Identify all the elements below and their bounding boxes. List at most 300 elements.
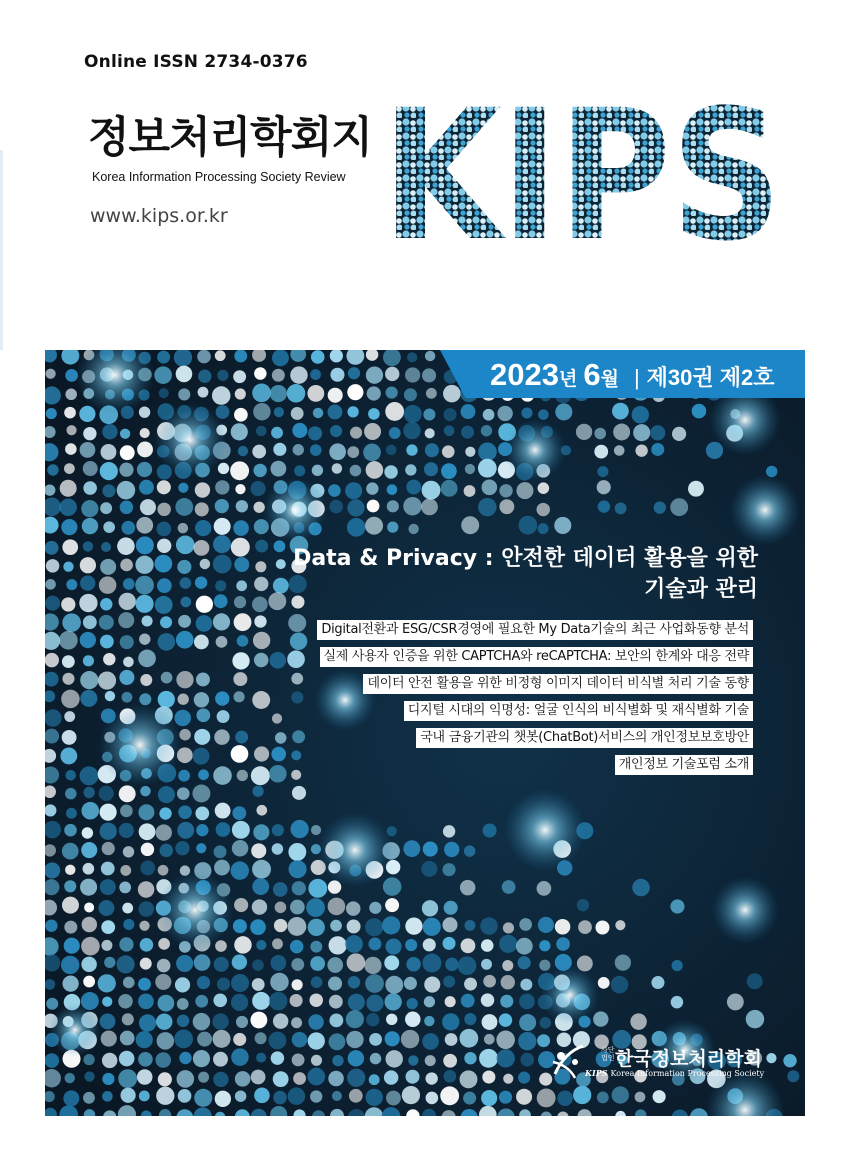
- glow-particle: [541, 966, 599, 1024]
- decorative-dot: [154, 366, 172, 384]
- decorative-dot: [175, 841, 189, 855]
- decorative-dot: [156, 522, 171, 537]
- decorative-dot: [47, 464, 58, 475]
- decorative-dot: [156, 1087, 174, 1105]
- decorative-dot: [464, 978, 477, 991]
- decorative-dot: [309, 993, 322, 1006]
- decorative-dot: [594, 428, 606, 440]
- decorative-dot: [366, 1089, 383, 1106]
- decorative-dot: [235, 1071, 251, 1087]
- decorative-dot: [62, 976, 78, 992]
- decorative-dot: [61, 519, 77, 535]
- decorative-dot: [81, 957, 96, 972]
- decorative-dot: [519, 918, 532, 931]
- decorative-dot: [256, 805, 267, 816]
- decorative-dot: [555, 403, 572, 420]
- decorative-dot: [271, 1051, 284, 1064]
- decorative-dot: [272, 350, 289, 366]
- decorative-dot: [231, 861, 249, 879]
- decorative-dot: [196, 824, 208, 836]
- decorative-dot: [519, 994, 535, 1010]
- decorative-dot: [444, 408, 457, 421]
- decorative-dot: [215, 803, 231, 819]
- society-small-label: 사단 법인: [601, 1046, 615, 1062]
- decorative-dot: [215, 480, 229, 494]
- decorative-dot: [330, 368, 344, 382]
- decorative-dot: [501, 975, 515, 989]
- website-url[interactable]: www.kips.or.kr: [90, 205, 228, 227]
- decorative-dot: [727, 994, 744, 1011]
- decorative-dot: [102, 1073, 114, 1085]
- decorative-dot: [310, 1090, 322, 1102]
- decorative-dot: [484, 1034, 495, 1045]
- decorative-dot: [119, 463, 133, 477]
- decorative-dot: [213, 1072, 228, 1087]
- decorative-dot: [386, 445, 397, 456]
- decorative-dot: [101, 920, 115, 934]
- decorative-dot: [425, 443, 439, 457]
- decorative-dot: [423, 408, 435, 420]
- decorative-dot: [421, 861, 437, 877]
- decorative-dot: [598, 977, 610, 989]
- decorative-dot: [597, 480, 611, 494]
- toc-item[interactable]: 실제 사용자 인증을 위한 CAPTCHA와 reCAPTCHA: 보안의 한계와 대응 전략: [320, 647, 754, 667]
- decorative-dot: [387, 500, 399, 512]
- decorative-dot: [251, 481, 266, 496]
- decorative-dot: [158, 633, 176, 651]
- decorative-dot: [366, 1013, 379, 1026]
- decorative-dot: [292, 1032, 308, 1048]
- decorative-dot: [176, 671, 193, 688]
- decorative-dot: [425, 1055, 436, 1066]
- decorative-dot: [231, 994, 248, 1011]
- decorative-dot: [478, 498, 497, 517]
- decorative-dot: [328, 898, 346, 916]
- toc-item[interactable]: 국내 금융기관의 챗봇(ChatBot)서비스의 개인정보보호방안: [416, 728, 753, 748]
- decorative-dot: [291, 820, 309, 838]
- decorative-dot: [385, 402, 404, 421]
- decorative-dot: [105, 691, 115, 701]
- decorative-dot: [385, 976, 403, 994]
- decorative-dot: [236, 1016, 248, 1028]
- decorative-dot: [328, 977, 342, 991]
- decorative-dot: [310, 444, 322, 456]
- decorative-dot: [155, 596, 173, 614]
- decorative-dot: [121, 521, 135, 535]
- decorative-dot: [46, 559, 60, 573]
- decorative-dot: [385, 898, 399, 912]
- decorative-dot: [214, 518, 231, 535]
- decorative-dot: [197, 976, 210, 989]
- decorative-dot: [350, 427, 362, 439]
- decorative-dot: [369, 1033, 382, 1046]
- decorative-dot: [426, 1092, 439, 1105]
- decorative-dot: [311, 825, 321, 835]
- decorative-dot: [329, 936, 347, 954]
- decorative-dot: [311, 1055, 322, 1066]
- decorative-dot: [231, 1048, 249, 1066]
- decorative-dot: [212, 1013, 228, 1029]
- decorative-dot: [194, 540, 210, 556]
- decorative-dot: [347, 499, 364, 516]
- decorative-dot: [593, 1011, 608, 1026]
- decorative-dot: [307, 385, 324, 402]
- decorative-dot: [63, 561, 73, 571]
- decorative-dot: [464, 1052, 476, 1064]
- decorative-dot: [214, 845, 227, 858]
- decorative-dot: [366, 482, 378, 494]
- decorative-dot: [273, 1013, 288, 1028]
- decorative-dot: [387, 484, 398, 495]
- decorative-dot: [233, 520, 249, 536]
- decorative-dot: [120, 1088, 135, 1103]
- decorative-dot: [424, 976, 440, 992]
- decorative-dot: [650, 425, 665, 440]
- decorative-dot: [598, 500, 610, 512]
- decorative-dot: [499, 499, 514, 514]
- decorative-dot: [213, 1052, 228, 1067]
- toc-item[interactable]: Digital전환과 ESG/CSR경영에 필요한 My Data기술의 최근 사업화동향 분석: [317, 620, 753, 640]
- decorative-dot: [178, 1089, 192, 1103]
- decorative-dot: [180, 577, 192, 589]
- decorative-dot: [212, 1030, 230, 1048]
- decorative-dot: [62, 673, 74, 685]
- decorative-dot: [348, 367, 360, 379]
- decorative-dot: [118, 1069, 137, 1088]
- decorative-dot: [307, 1068, 325, 1086]
- decorative-dot: [273, 1091, 287, 1105]
- decorative-dot: [442, 917, 457, 932]
- decorative-dot: [80, 766, 99, 785]
- decorative-dot: [503, 922, 514, 933]
- toc-item[interactable]: 데이터 안전 활용을 위한 비정형 이미지 데이터 비식별 처리 기술 동향: [363, 674, 753, 694]
- decorative-dot: [291, 407, 304, 420]
- decorative-dot: [292, 881, 306, 895]
- decorative-dot: [310, 941, 322, 953]
- decorative-dot: [557, 1090, 573, 1106]
- decorative-dot: [255, 540, 268, 553]
- decorative-dot: [385, 1031, 400, 1046]
- decorative-dot: [273, 443, 286, 456]
- decorative-dot: [613, 424, 630, 441]
- decorative-dot: [345, 482, 362, 499]
- decorative-dot: [135, 595, 153, 613]
- decorative-dot: [216, 822, 231, 837]
- decorative-dot: [671, 996, 684, 1009]
- decorative-dot: [405, 917, 422, 934]
- decorative-dot: [615, 503, 627, 515]
- decorative-dot: [136, 1031, 153, 1048]
- decorative-dot: [270, 955, 286, 971]
- decorative-dot: [369, 938, 382, 951]
- decorative-dot: [329, 1013, 343, 1027]
- decorative-dot: [45, 369, 55, 379]
- society-name-english: [585, 1068, 764, 1078]
- decorative-dot: [83, 655, 94, 666]
- decorative-dot: [520, 979, 532, 991]
- decorative-dot: [404, 977, 417, 990]
- headline-line-1: Data & Privacy : 안전한 데이터 활용을 위한: [293, 546, 758, 571]
- decorative-dot: [217, 370, 228, 381]
- decorative-dot: [384, 955, 399, 970]
- decorative-dot: [442, 445, 455, 458]
- decorative-dot: [139, 406, 150, 417]
- decorative-dot: [82, 827, 93, 838]
- decorative-dot: [157, 539, 171, 553]
- decorative-dot: [59, 499, 76, 516]
- decorative-dot: [81, 500, 98, 517]
- decorative-dot: [635, 1092, 646, 1103]
- toc-item[interactable]: 개인정보 기술포럼 소개: [615, 755, 753, 775]
- decorative-dot: [386, 1050, 403, 1067]
- decorative-dot: [118, 612, 134, 628]
- decorative-dot: [478, 459, 497, 478]
- decorative-dot: [250, 1012, 267, 1029]
- decorative-dot: [256, 426, 267, 437]
- decorative-dot: [155, 1052, 171, 1068]
- decorative-dot: [140, 499, 156, 515]
- decorative-dot: [83, 541, 93, 551]
- decorative-dot: [519, 1014, 536, 1031]
- decorative-dot: [122, 903, 133, 914]
- decorative-dot: [235, 484, 245, 494]
- issue-year: 2023: [490, 357, 559, 392]
- decorative-dot: [465, 464, 475, 474]
- decorative-dot: [272, 369, 285, 382]
- decorative-dot: [193, 1050, 210, 1067]
- decorative-dot: [102, 1091, 113, 1102]
- decorative-dot: [178, 388, 190, 400]
- decorative-dot: [387, 522, 398, 533]
- decorative-dot: [45, 579, 56, 590]
- decorative-dot: [103, 521, 115, 533]
- decorative-dot: [253, 824, 269, 840]
- decorative-dot: [270, 385, 287, 402]
- decorative-dot: [461, 994, 475, 1008]
- decorative-dot: [293, 1072, 306, 1085]
- decorative-dot: [64, 921, 77, 934]
- decorative-dot: [405, 1012, 421, 1028]
- decorative-dot: [178, 770, 190, 782]
- decorative-dot: [139, 1091, 150, 1102]
- decorative-dot: [252, 978, 265, 991]
- decorative-dot: [272, 938, 283, 949]
- decorative-dot: [140, 786, 151, 797]
- decorative-dot: [119, 937, 133, 951]
- decorative-dot: [177, 1070, 195, 1088]
- decorative-dot: [329, 500, 343, 514]
- decorative-dot: [422, 481, 441, 500]
- decorative-dot: [179, 1052, 191, 1064]
- decorative-dot: [213, 555, 232, 574]
- decorative-dot: [238, 446, 248, 456]
- decorative-dot: [443, 385, 461, 403]
- society-emblem-icon: [545, 1040, 589, 1080]
- decorative-dot: [441, 480, 458, 497]
- decorative-dot: [554, 517, 571, 534]
- decorative-dot: [287, 917, 306, 936]
- decorative-dot: [348, 994, 365, 1011]
- decorative-dot: [406, 1070, 420, 1084]
- decorative-dot: [458, 956, 477, 975]
- decorative-dot: [99, 576, 117, 594]
- decorative-dot: [346, 1010, 364, 1028]
- decorative-dot: [597, 1092, 609, 1104]
- decorative-dot: [332, 1055, 343, 1066]
- decorative-dot: [215, 580, 226, 591]
- decorative-dot: [538, 523, 549, 534]
- decorative-dot: [497, 1049, 515, 1067]
- decorative-dot: [614, 445, 625, 456]
- decorative-dot: [177, 822, 194, 839]
- decorative-dot: [444, 901, 458, 915]
- decorative-dot: [465, 920, 476, 931]
- decorative-dot: [366, 995, 383, 1012]
- decorative-dot: [156, 1013, 172, 1029]
- decorative-dot: [252, 860, 271, 879]
- decorative-dot: [80, 632, 96, 648]
- decorative-dot: [369, 902, 381, 914]
- decorative-dot: [215, 350, 226, 361]
- decorative-dot: [102, 996, 112, 1006]
- decorative-dot: [787, 1070, 799, 1082]
- decorative-dot: [635, 444, 647, 456]
- decorative-dot: [100, 462, 118, 480]
- decorative-dot: [347, 919, 361, 933]
- decorative-dot: [288, 843, 306, 861]
- decorative-dot: [123, 977, 135, 989]
- decorative-dot: [441, 463, 457, 479]
- decorative-dot: [443, 1054, 457, 1068]
- decorative-dot: [232, 821, 250, 839]
- decorative-dot: [632, 879, 650, 897]
- glow-particle: [317, 812, 392, 887]
- decorative-dot: [423, 918, 441, 936]
- decorative-dot: [651, 976, 664, 989]
- decorative-dot: [80, 879, 97, 896]
- decorative-dot: [443, 976, 455, 988]
- decorative-dot: [197, 1032, 212, 1047]
- glow-particle: [730, 475, 800, 545]
- decorative-dot: [611, 976, 628, 993]
- decorative-dot: [370, 1053, 381, 1064]
- decorative-dot: [119, 882, 131, 894]
- society-logo: [545, 1040, 785, 1080]
- decorative-dot: [422, 368, 436, 382]
- decorative-dot: [268, 592, 286, 610]
- decorative-dot: [327, 405, 342, 420]
- glow-particle: [49, 1004, 102, 1057]
- toc-item[interactable]: 디지털 시대의 익명성: 얼굴 인식의 비식별화 및 재식별화 기술: [404, 701, 753, 721]
- decorative-dot: [460, 1070, 478, 1088]
- decorative-dot: [404, 405, 422, 423]
- decorative-dot: [290, 994, 303, 1007]
- decorative-dot: [174, 710, 190, 726]
- decorative-dot: [518, 1072, 530, 1084]
- decorative-dot: [158, 865, 169, 876]
- decorative-dot: [234, 557, 249, 572]
- decorative-dot: [347, 1069, 365, 1087]
- decorative-dot: [291, 1017, 302, 1028]
- decorative-dot: [157, 480, 171, 494]
- decorative-dot: [217, 978, 230, 991]
- decorative-dot: [482, 1014, 498, 1030]
- decorative-dot: [365, 517, 383, 535]
- issue-volume: 제30권 제2호: [646, 365, 775, 390]
- decorative-dot: [442, 863, 455, 876]
- decorative-dot: [463, 1092, 476, 1105]
- decorative-dot: [100, 598, 112, 610]
- decorative-dot: [539, 940, 550, 951]
- decorative-dot: [421, 499, 438, 516]
- glow-particle: [263, 478, 327, 542]
- decorative-dot: [138, 1052, 153, 1067]
- decorative-dot: [99, 615, 114, 630]
- decorative-dot: [330, 920, 342, 932]
- decorative-dot: [139, 921, 149, 931]
- decorative-dot: [422, 954, 441, 973]
- decorative-dot: [200, 559, 211, 570]
- decorative-dot: [312, 465, 323, 476]
- decorative-dot: [273, 882, 288, 897]
- decorative-dot: [195, 576, 207, 588]
- decorative-dot: [367, 386, 381, 400]
- decorative-dot: [368, 408, 380, 420]
- decorative-dot: [218, 463, 229, 474]
- decorative-dot: [426, 388, 437, 399]
- decorative-dot: [215, 1091, 231, 1107]
- decorative-dot: [45, 1053, 59, 1068]
- decorative-dot: [234, 596, 246, 608]
- decorative-dot: [213, 994, 227, 1008]
- decorative-dot: [275, 901, 287, 913]
- decorative-dot: [555, 919, 571, 935]
- decorative-dot: [612, 1086, 629, 1103]
- decorative-dot: [66, 808, 77, 819]
- decorative-dot: [120, 805, 133, 818]
- decorative-dot: [60, 480, 77, 497]
- decorative-dot: [499, 935, 517, 953]
- decorative-dot: [196, 843, 206, 853]
- decorative-dot: [256, 940, 266, 950]
- decorative-dot: [180, 597, 191, 608]
- decorative-dot: [123, 578, 135, 590]
- decorative-dot: [423, 938, 436, 951]
- decorative-dot: [62, 730, 77, 745]
- decorative-dot: [98, 671, 116, 689]
- glow-particle: [504, 419, 565, 480]
- decorative-dot: [424, 462, 438, 476]
- decorative-dot: [308, 879, 327, 898]
- decorative-dot: [576, 424, 592, 440]
- decorative-dot: [670, 498, 688, 516]
- decorative-dot: [136, 536, 154, 554]
- glow-particle: [504, 789, 586, 871]
- decorative-dot: [83, 1054, 94, 1065]
- decorative-dot: [348, 1050, 364, 1066]
- decorative-dot: [156, 824, 172, 840]
- decorative-dot: [386, 1091, 401, 1106]
- decorative-dot: [255, 1032, 267, 1044]
- decorative-dot: [402, 1086, 420, 1104]
- decorative-dot: [292, 1053, 305, 1066]
- decorative-dot: [81, 937, 100, 956]
- decorative-dot: [308, 919, 325, 936]
- decorative-dot: [405, 367, 420, 382]
- decorative-dot: [270, 973, 289, 992]
- decorative-dot: [292, 786, 306, 800]
- decorative-dot: [102, 484, 115, 497]
